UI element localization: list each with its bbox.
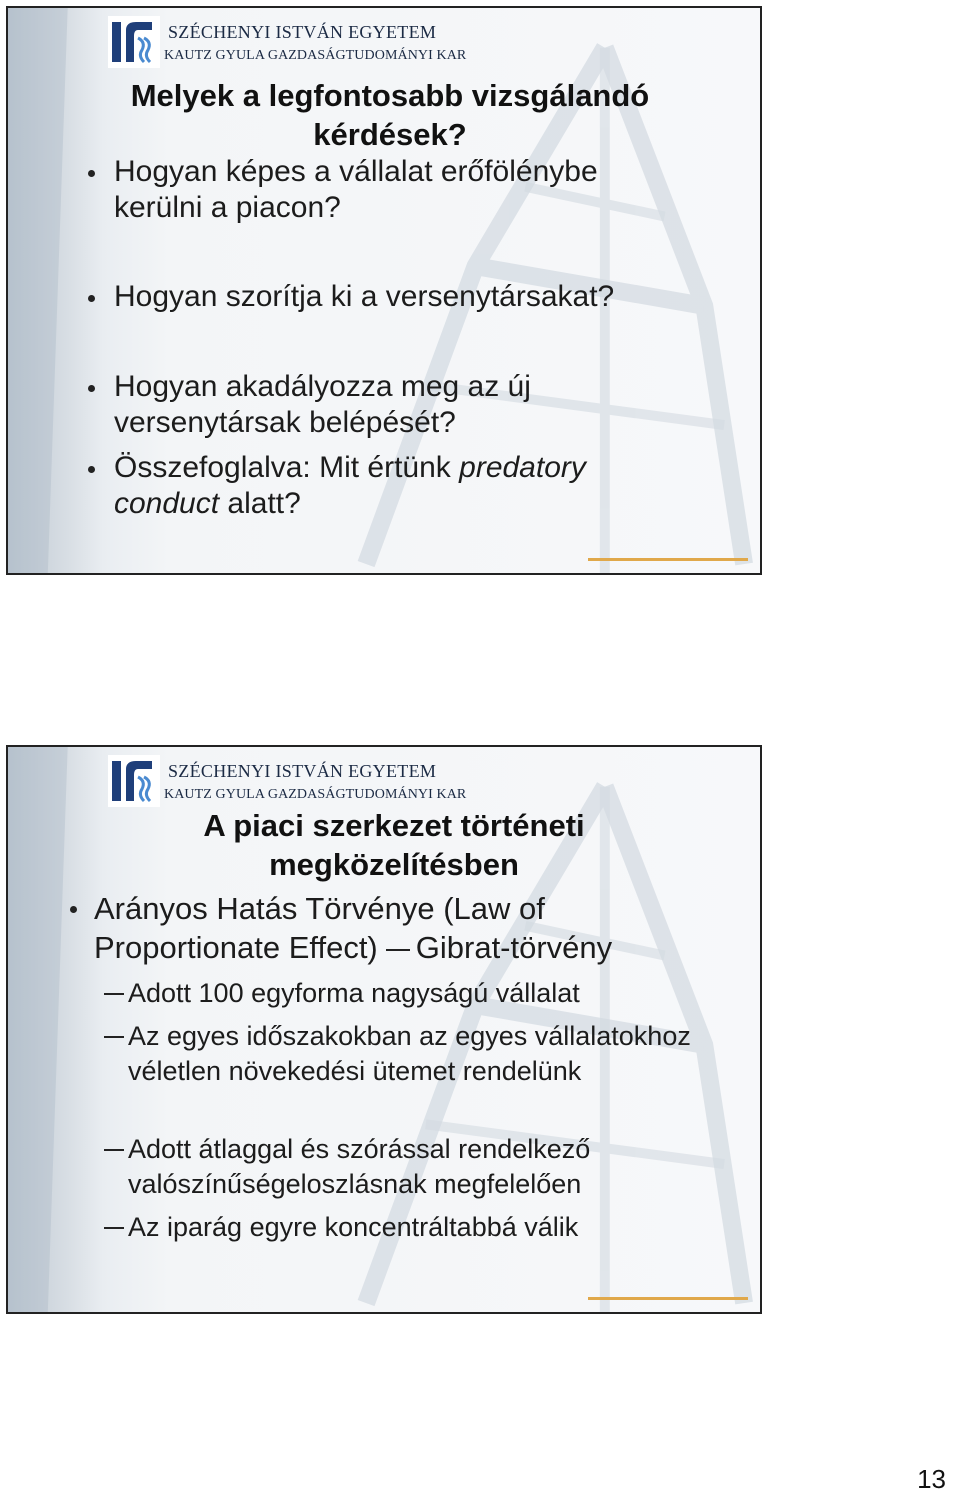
dash-separator	[386, 949, 410, 951]
page-number: 13	[917, 1464, 946, 1494]
bullet-dot-icon	[70, 906, 77, 913]
accent-line	[588, 1297, 748, 1300]
faculty-name: KAUTZ GYULA GAZDASÁGTUDOMÁNYI KAR	[164, 48, 467, 63]
sub-bullet-item	[104, 976, 704, 1011]
bullet-text-italic: predatory conduct	[114, 451, 586, 520]
bullet-text: Hogyan képes a vállalat erőfölénybe kerülni a piacon?	[114, 155, 598, 224]
dash-bullet-icon	[104, 1227, 124, 1229]
bullet-text: Hogyan akadályozza meg az új versenytársak belépését?	[114, 370, 531, 439]
university-logo-icon	[108, 755, 160, 807]
main-bullet	[66, 889, 706, 967]
sub-bullet-text: Adott átlaggal és szórással rendelkező valószínűségeloszlásnak megfelelően	[128, 1134, 591, 1199]
bullet-item	[84, 154, 684, 226]
bullet-dot-icon	[88, 170, 95, 177]
sub-bullet-text: Adott 100 egyforma nagyságú vállalat	[128, 978, 580, 1008]
bullet-dot-icon	[88, 466, 95, 473]
sub-bullet-text: Az egyes időszakokban az egyes vállalatokhoz véletlen növekedési ütemet rendelünk	[128, 1021, 691, 1086]
university-name: SZÉCHENYI ISTVÁN EGYETEM	[168, 761, 437, 781]
bullet-dot-icon	[88, 295, 95, 302]
slide-2	[6, 745, 762, 1314]
sub-bullet-item	[104, 1019, 704, 1089]
dash-bullet-icon	[104, 993, 124, 995]
slide-title: A piaci szerkezet történeti megközelítésben	[203, 808, 585, 882]
sub-bullet-item	[104, 1132, 704, 1202]
accent-line	[588, 558, 748, 561]
bullet-item	[84, 369, 684, 441]
sub-bullet-text: Az iparág egyre koncentráltabbá válik	[128, 1212, 579, 1242]
faculty-name: KAUTZ GYULA GAZDASÁGTUDOMÁNYI KAR	[164, 787, 467, 802]
main-bullet-suffix: Gibrat-törvény	[415, 930, 613, 965]
bullet-text-end: alatt?	[219, 487, 301, 520]
bullet-dot-icon	[88, 385, 95, 392]
dash-bullet-icon	[104, 1149, 124, 1151]
bullet-text: Hogyan szorítja ki a versenytársakat?	[114, 280, 615, 313]
bullet-item	[84, 450, 684, 522]
bullet-text-start: Összefoglalva: Mit értünk	[114, 451, 460, 484]
slide-1	[6, 6, 762, 575]
slide-title: Melyek a legfontosabb vizsgálandó kérdések?	[130, 78, 650, 152]
university-logo-icon	[108, 16, 160, 68]
bullet-item	[84, 279, 684, 315]
dash-bullet-icon	[104, 1036, 124, 1038]
main-bullet-text: Arányos Hatás Törvénye (Law of Proportionate Effect)	[94, 891, 545, 965]
sub-bullet-item	[104, 1210, 704, 1245]
university-name: SZÉCHENYI ISTVÁN EGYETEM	[168, 22, 437, 42]
